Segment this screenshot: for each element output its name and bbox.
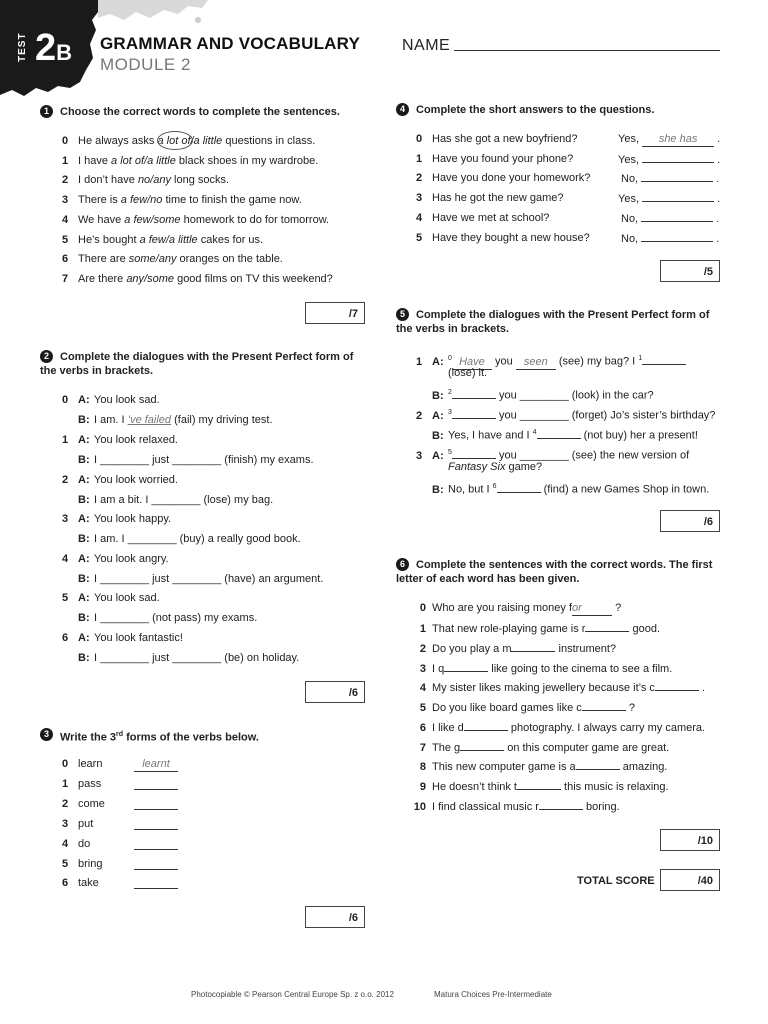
task6-heading (396, 558, 726, 586)
item-number: 2 (62, 174, 69, 186)
item-text: Do you like board games like c (432, 702, 582, 714)
item-number: 5 (419, 702, 426, 714)
verb: learn (78, 758, 103, 770)
line-text: No, but I (448, 483, 493, 496)
task6-item-1[interactable] (404, 621, 660, 636)
task4-item-0 (416, 132, 578, 146)
item-number: 6 (62, 877, 69, 889)
item-text: questions in class. (222, 135, 316, 147)
task6-item-0 (404, 601, 621, 616)
task4-answer-0: Yes, she has . (618, 133, 721, 145)
yes-no: No, (621, 173, 639, 185)
line-b: I am. I (94, 414, 128, 426)
task1-instruction: Choose the correct words to complete the sentences. (60, 106, 340, 118)
item-number: 4 (62, 214, 69, 226)
item-number: 10 (413, 801, 426, 813)
line-a: You look fantastic! (94, 632, 183, 644)
item-text: Are there (78, 273, 127, 285)
question: Has she got a new boyfriend? (432, 133, 578, 145)
item-text: long socks. (170, 174, 230, 186)
yes-no: No, (621, 233, 639, 245)
task3-item-2 (62, 797, 105, 811)
item-text: on this computer game are great. (504, 742, 670, 754)
task1-item-4[interactable] (62, 213, 329, 227)
item-number: 1 (62, 778, 69, 790)
line-text: game? (505, 461, 543, 473)
verb: put (78, 818, 94, 830)
task5-line-3b[interactable] (432, 480, 709, 497)
task3-instruction-sup: rd (116, 731, 124, 738)
speaker-b: B: (432, 429, 444, 442)
task2-number: 2 (40, 350, 53, 363)
item-number: 4 (416, 212, 423, 224)
task2-item-3-a (62, 512, 171, 526)
task3-item-4 (62, 837, 90, 851)
item-number: 5 (62, 234, 69, 246)
question: Have you found your phone? (432, 153, 574, 165)
item-text: He’s bought (78, 234, 140, 246)
item-text: There is (78, 194, 121, 206)
line-text: (lose) it. (448, 367, 488, 379)
item-text: boring. (582, 801, 620, 813)
item-text: black shoes in my wardrobe. (175, 155, 319, 167)
speaker-a: A: (432, 409, 444, 422)
speaker-a: A: (78, 632, 90, 644)
question: Has he got the new game? (432, 192, 564, 204)
item-options: a lot of/a little (111, 155, 176, 167)
item-number: 1 (62, 155, 69, 167)
task4-instruction: Complete the short answers to the questions. (416, 104, 655, 116)
task2-item-0-a (62, 393, 160, 407)
line-b[interactable]: I ________ (not pass) my exams. (94, 612, 258, 624)
item-number: 3 (416, 192, 423, 204)
item-options: a lot of/a little (157, 135, 223, 147)
item-number: 8 (419, 761, 426, 773)
task1-heading (40, 105, 340, 119)
verb: do (78, 838, 91, 850)
name-field[interactable] (454, 50, 720, 51)
task1-number: 1 (40, 105, 53, 118)
speaker-a: A: (78, 474, 90, 486)
gap-number: 4 (532, 429, 537, 436)
task4-answer-1[interactable]: Yes, . (618, 154, 721, 166)
yes-no: Yes, (618, 133, 640, 145)
example-circle-mark (157, 131, 193, 150)
task6-item-4[interactable] (404, 680, 705, 695)
speaker-a: A: (78, 592, 90, 604)
task5-heading (396, 308, 726, 336)
footer-copyright: Photocopiable © Pearson Central Europe Sp. z o.o. 2012 (191, 990, 394, 999)
task6-item-7[interactable] (404, 740, 669, 755)
line-b[interactable]: I ________ just ________ (finish) my exams. (94, 454, 314, 466)
task6-item-8[interactable] (404, 759, 667, 774)
example-answer: Have (459, 355, 485, 368)
speaker-b: B: (78, 454, 90, 466)
item-number: 2 (419, 643, 426, 655)
item-number: 6 (62, 253, 69, 265)
item-number: 2 (416, 409, 423, 422)
task4-item-4 (416, 211, 549, 225)
task2-item-4-b[interactable] (78, 572, 323, 586)
test-number: 2 (35, 27, 57, 69)
line-a: You look angry. (94, 553, 169, 565)
line-b[interactable]: I ________ just ________ (have) an argument. (94, 573, 324, 585)
item-number: 6 (419, 722, 426, 734)
speaker-b: B: (78, 494, 90, 506)
gap-number: 3 (448, 409, 452, 416)
item-text: amazing. (619, 761, 668, 773)
task1-item-7[interactable] (62, 272, 333, 286)
speaker-a: A: (78, 394, 90, 406)
test-code (35, 28, 72, 73)
total-score-box[interactable]: /40 (660, 869, 720, 891)
item-text: good films on TV this weekend? (174, 273, 333, 285)
task4-heading (396, 103, 654, 117)
task2-item-1-a (62, 433, 178, 447)
task3-score-box[interactable]: /6 (305, 906, 365, 928)
task4-item-5 (416, 231, 590, 245)
task3-answer-6[interactable] (134, 876, 178, 889)
task6-number: 6 (396, 558, 409, 571)
task2-instruction: Complete the dialogues with the Present Perfect form of the verbs in brackets. (40, 351, 354, 377)
task4-answer-4[interactable]: No, . (621, 213, 720, 225)
task3-answer-1[interactable] (134, 777, 178, 790)
item-text: . (698, 682, 706, 694)
task3-number: 3 (40, 728, 53, 741)
task3-answer-3[interactable] (134, 817, 178, 830)
task6-item-3[interactable] (404, 661, 672, 676)
task3-instruction: forms of the verbs below. (123, 731, 259, 744)
item-number: 0 (62, 758, 69, 770)
gap-number: 5 (448, 449, 452, 456)
task5-line-1b[interactable] (432, 386, 654, 403)
item-text: good. (629, 623, 661, 635)
task4-item-1 (416, 152, 573, 166)
item-number: 3 (416, 449, 423, 462)
line-text: Yes, I have and I (448, 429, 533, 442)
item-number: 4 (62, 838, 69, 850)
question: Have you done your homework? (432, 172, 591, 184)
item-text: That new role-playing game is r (432, 623, 586, 635)
item-number: 0 (419, 602, 426, 614)
question: Have we met at school? (432, 212, 550, 224)
verb: bring (78, 858, 103, 870)
item-options: any/some (126, 273, 175, 285)
item-number: 7 (62, 273, 69, 285)
item-text: We have (78, 214, 125, 226)
speaker-a: A: (78, 553, 90, 565)
example-answer: learnt (142, 758, 170, 770)
task4-item-2 (416, 171, 590, 185)
gap-number: 1 (638, 355, 643, 362)
item-options: some/any (128, 253, 177, 265)
task4-answer-5[interactable]: No, . (621, 233, 720, 245)
item-text: homework to do for tomorrow. (180, 214, 330, 226)
task1-item-6[interactable] (62, 252, 283, 266)
task3-answer-4[interactable] (134, 837, 178, 850)
yes-no: Yes, (618, 154, 640, 166)
item-text: This new computer game is a (432, 761, 576, 773)
task6-item-9[interactable] (404, 779, 669, 794)
item-number: 3 (419, 663, 426, 675)
speaker-b: B: (78, 414, 90, 426)
task2-item-2-b[interactable] (78, 493, 273, 507)
footer-book-title: Matura Choices Pre-Intermediate (434, 990, 552, 999)
example-answer: ’ve failed (127, 414, 172, 426)
line-b[interactable]: I ________ just ________ (be) on holiday. (94, 652, 300, 664)
task4-answer-2[interactable]: No, . (621, 173, 720, 185)
line-a: You look sad. (94, 394, 160, 406)
item-text: I don’t have (78, 174, 138, 186)
item-text: like going to the cinema to see a film. (488, 663, 673, 675)
gap-number: 0 (448, 355, 452, 362)
line-a: You look sad. (94, 592, 160, 604)
task2-item-5-a (62, 591, 160, 605)
question: Have they bought a new house? (432, 232, 590, 244)
item-options: a few/no (120, 194, 163, 206)
task2-item-6-a (62, 631, 183, 645)
task2-heading (40, 350, 370, 378)
task2-item-5-b[interactable] (78, 611, 257, 625)
example-answer: or (572, 602, 582, 614)
task5-score-box[interactable]: /6 (660, 510, 720, 532)
task3-item-5 (62, 857, 102, 871)
task2-item-3-b[interactable] (78, 532, 301, 546)
item-text: ? (612, 602, 622, 614)
task3-answer-2[interactable] (134, 797, 178, 810)
item-text: oranges on the table. (176, 253, 283, 265)
task3-answer-5[interactable] (134, 857, 178, 870)
module-subtitle: MODULE 2 (100, 55, 191, 74)
item-number: 2 (62, 798, 69, 810)
speaker-a: A: (78, 434, 90, 446)
line-text: you ________ (see) the new version of (495, 449, 690, 462)
page-title: GRAMMAR AND VOCABULARY (100, 34, 361, 53)
item-text: I find classical music r (432, 801, 539, 813)
line-b[interactable]: I am a bit. I ________ (lose) my bag. (94, 494, 274, 506)
item-text: photography. I always carry my camera. (507, 722, 706, 734)
task5-line-2b[interactable] (432, 426, 698, 443)
test-label: TEST (17, 32, 28, 62)
item-text: I have (78, 155, 112, 167)
verb: take (78, 877, 99, 889)
verb: pass (78, 778, 102, 790)
line-text: (not buy) her a present! (580, 429, 698, 442)
line-text: (see) my bag? I (555, 355, 639, 368)
task3-item-3 (62, 817, 93, 831)
item-number: 1 (416, 355, 423, 368)
line-b: (fail) my driving test. (171, 414, 273, 426)
item-number: 3 (62, 513, 69, 525)
speaker-a: A: (432, 355, 444, 368)
speaker-b: B: (78, 652, 90, 664)
task6-item-2[interactable] (404, 641, 616, 656)
item-text: There are (78, 253, 129, 265)
line-text: you ________ (look) in the car? (495, 389, 654, 402)
line-text: you (491, 355, 516, 368)
task2-item-2-a (62, 473, 178, 487)
item-number: 1 (419, 623, 426, 635)
task3-item-6 (62, 876, 99, 890)
task6-item-5[interactable] (404, 700, 635, 715)
task5-line-3a-cont (448, 460, 542, 474)
item-options: no/any (137, 174, 171, 186)
task5-line-2a[interactable] (416, 406, 715, 423)
task1-item-5[interactable] (62, 233, 263, 247)
item-text: cakes for us. (197, 234, 264, 246)
total-score-label: TOTAL SCORE (577, 875, 655, 887)
speaker-a: A: (432, 449, 444, 462)
item-number: 0 (62, 135, 69, 147)
item-number: 5 (62, 592, 69, 604)
line-a: You look worried. (94, 474, 178, 486)
item-number: 5 (416, 232, 423, 244)
speaker-b: B: (432, 483, 444, 496)
task3-heading (40, 728, 259, 745)
task6-instruction: Complete the sentences with the correct words. The first letter of each word has been given. (396, 559, 713, 585)
game-title: Fantasy Six (448, 461, 506, 473)
item-number: 4 (62, 553, 69, 565)
line-text: (find) a new Games Shop in town. (540, 483, 710, 496)
item-number: 2 (62, 474, 69, 486)
item-number: 4 (419, 682, 426, 694)
speaker-b: B: (78, 612, 90, 624)
speaker-b: B: (78, 533, 90, 545)
item-options: a few/a little (139, 234, 198, 246)
test-letter: B (56, 40, 73, 65)
line-text: you ________ (forget) Jo’s sister’s birthday? (495, 409, 716, 422)
item-text: ? (625, 702, 635, 714)
task2-score-box[interactable]: /6 (305, 681, 365, 703)
item-number: 3 (62, 818, 69, 830)
item-number: 5 (62, 858, 69, 870)
task4-item-3 (416, 191, 563, 205)
item-text: The g (432, 742, 461, 754)
item-number: 1 (416, 153, 423, 165)
task4-answer-3[interactable]: Yes, . (618, 193, 721, 205)
speaker-b: B: (432, 389, 444, 402)
task3-item-1 (62, 777, 101, 791)
item-text: I q (432, 663, 445, 675)
line-a: You look relaxed. (94, 434, 178, 446)
item-text: My sister likes making jewellery because it’s c (432, 682, 655, 694)
line-a: You look happy. (94, 513, 172, 525)
line-b[interactable]: I am. I ________ (buy) a really good book. (94, 533, 301, 545)
item-options: a few/some (124, 214, 181, 226)
task1-item-2[interactable] (62, 173, 229, 187)
speaker-b: B: (78, 573, 90, 585)
name-label: NAME (402, 37, 451, 54)
item-number: 2 (416, 172, 423, 184)
verb: come (78, 798, 105, 810)
item-text: He always asks (78, 135, 158, 147)
task2-item-4-a (62, 552, 169, 566)
yes-no: No, (621, 213, 639, 225)
item-text: instrument? (555, 643, 617, 655)
task5-instruction: Complete the dialogues with the Present Perfect form of the verbs in brackets. (396, 309, 710, 335)
header-ink-texture (98, 0, 208, 30)
item-text: He doesn’t think t (432, 781, 517, 793)
example-answer: seen (523, 355, 548, 368)
item-text: Who are you raising money f (432, 602, 573, 614)
task3-instruction: Write the 3 (60, 731, 117, 744)
task5-line-1a-cont (448, 366, 487, 380)
item-number: 0 (62, 394, 69, 406)
task4-score-box[interactable]: /5 (660, 260, 720, 282)
task1-item-1[interactable] (62, 154, 318, 168)
task1-item-3[interactable] (62, 193, 302, 207)
item-text: Do you play a m (432, 643, 512, 655)
gap-number: 2 (448, 389, 452, 396)
task5-number: 5 (396, 308, 409, 321)
task1-score-box[interactable]: /7 (305, 302, 365, 324)
task6-score-box[interactable]: /10 (660, 829, 720, 851)
item-number: 9 (419, 781, 426, 793)
gap-number: 6 (492, 483, 497, 490)
item-number: 7 (419, 742, 426, 754)
task2-item-0-b (78, 413, 273, 427)
task2-item-1-b[interactable] (78, 453, 314, 467)
task3-item-0 (62, 757, 102, 771)
task4-number: 4 (396, 103, 409, 116)
item-number: 1 (62, 434, 69, 446)
yes-no: Yes, (618, 193, 640, 205)
example-answer: she has (658, 133, 698, 145)
item-text: this music is relaxing. (561, 781, 669, 793)
task6-item-10[interactable] (404, 799, 620, 814)
task3-answer-0 (134, 757, 178, 772)
task2-item-6-b[interactable] (78, 651, 299, 665)
task6-item-6[interactable] (404, 720, 705, 735)
item-number: 0 (416, 133, 423, 145)
item-number: 6 (62, 632, 69, 644)
item-text: time to finish the game now. (162, 194, 302, 206)
speaker-a: A: (78, 513, 90, 525)
item-number: 3 (62, 194, 69, 206)
item-text: I like d (432, 722, 464, 734)
